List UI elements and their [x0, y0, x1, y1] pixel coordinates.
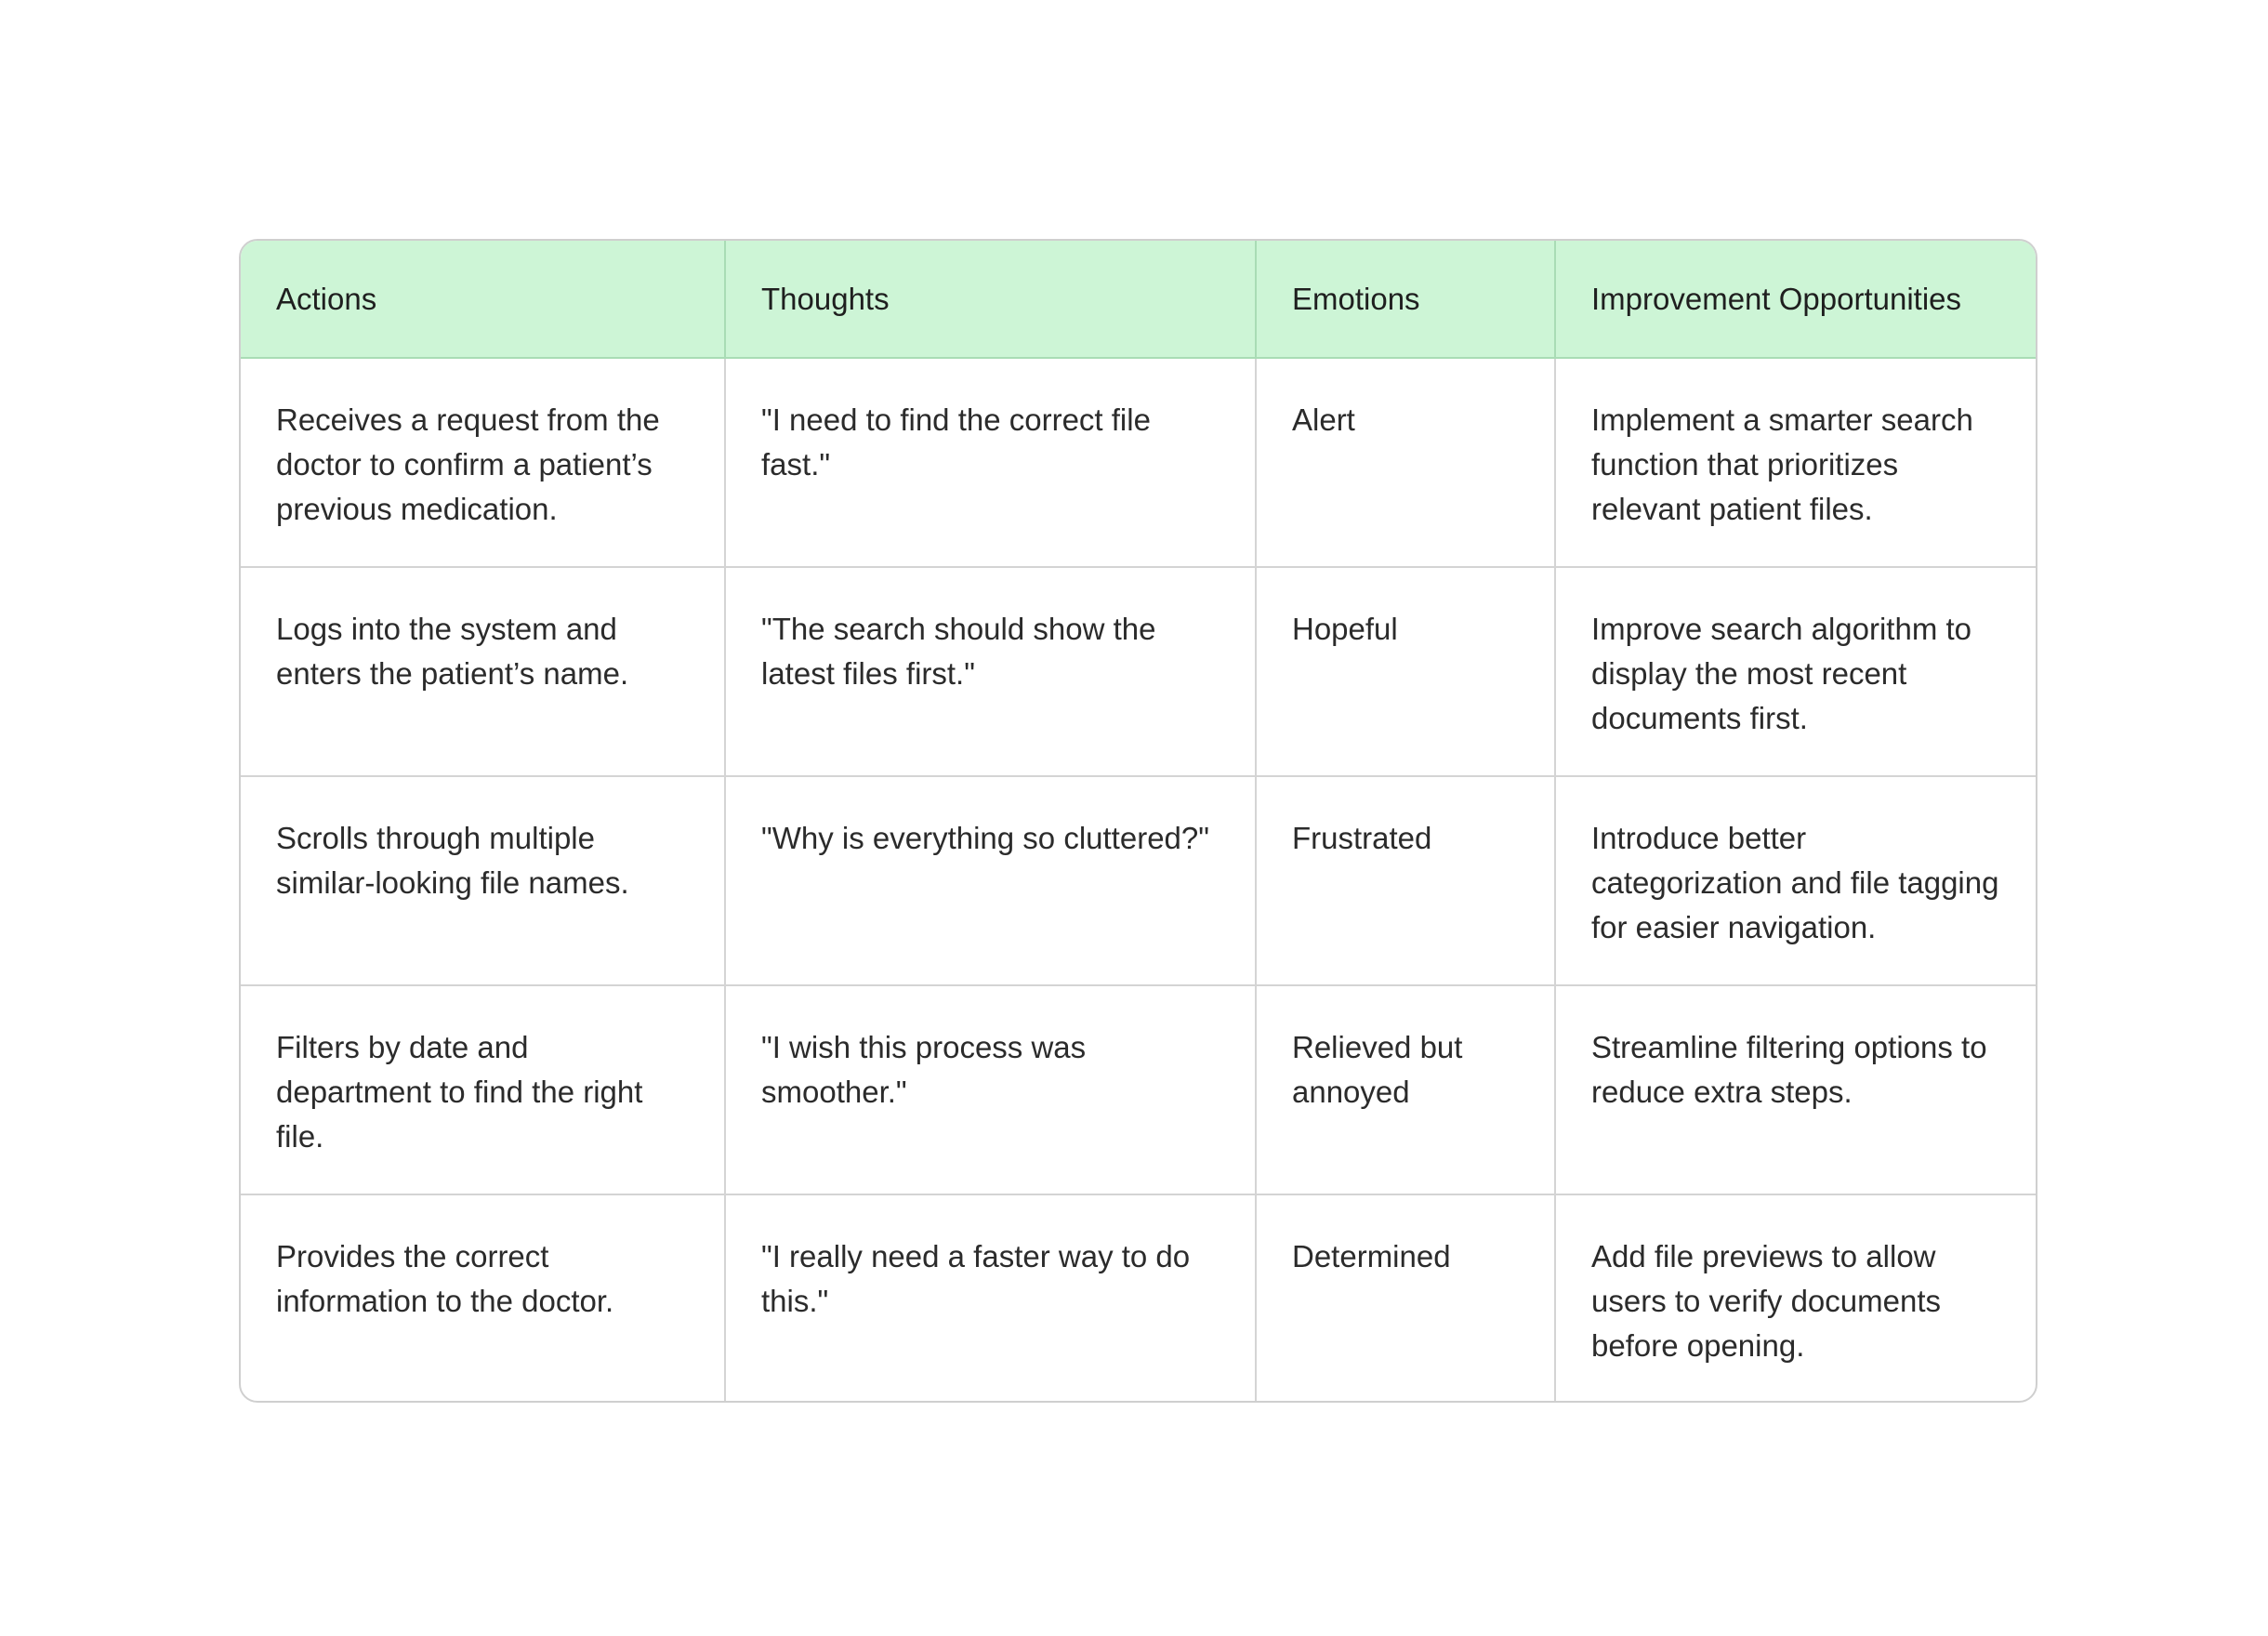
- cell-thought: "The search should show the latest files first.": [725, 567, 1256, 776]
- journey-map-table: [241, 241, 2036, 1403]
- cell-improvement: Improve search algorithm to display the most recent documents first.: [1555, 567, 2036, 776]
- journey-map-table-container: [239, 239, 2037, 1403]
- cell-action: Receives a request from the doctor to confirm a patient’s previous medication.: [241, 358, 725, 567]
- header-improvement-opportunities: Improvement Opportunities: [1555, 241, 2036, 358]
- cell-improvement: Add file previews to allow users to verify documents before opening.: [1591, 1239, 1941, 1363]
- cell-emotion: Hopeful: [1256, 567, 1555, 776]
- table-row: [241, 776, 2036, 985]
- cell-emotion: Frustrated: [1256, 776, 1555, 985]
- cell-thought: "I wish this process was smoother.": [725, 985, 1256, 1194]
- header-actions: Actions: [241, 241, 725, 358]
- cell-thought: "I need to find the correct file fast.": [725, 358, 1256, 567]
- cell-emotion: Relieved but annoyed: [1256, 985, 1555, 1194]
- cell-improvement: Streamline filtering options to reduce extra steps.: [1555, 985, 2036, 1194]
- cell-improvement: Implement a smarter search function that prioritizes relevant patient files.: [1555, 358, 2036, 567]
- cell-emotion: Determined: [1256, 1194, 1555, 1403]
- cell-thought: "Why is everything so cluttered?": [725, 776, 1256, 985]
- cell-action: Filters by date and department to find the right file.: [241, 985, 725, 1194]
- table-header: [241, 241, 2036, 358]
- table-row: [241, 1194, 2036, 1403]
- table-row: [241, 567, 2036, 776]
- header-emotions: Emotions: [1256, 241, 1555, 358]
- cell-action: Logs into the system and enters the patient’s name.: [241, 567, 725, 776]
- table-row: [241, 358, 2036, 567]
- cell-improvement: Introduce better categorization and file tagging for easier navigation.: [1555, 776, 2036, 985]
- table-body: [241, 358, 2036, 1403]
- header-thoughts: Thoughts: [725, 241, 1256, 358]
- cell-action: Provides the correct information to the doctor.: [241, 1194, 725, 1403]
- header-row: [241, 241, 2036, 358]
- cell-emotion: Alert: [1256, 358, 1555, 567]
- cell-thought: "I really need a faster way to do this.": [725, 1194, 1256, 1403]
- cell-action: Scrolls through multiple similar-looking file names.: [241, 776, 725, 985]
- table-row: [241, 985, 2036, 1194]
